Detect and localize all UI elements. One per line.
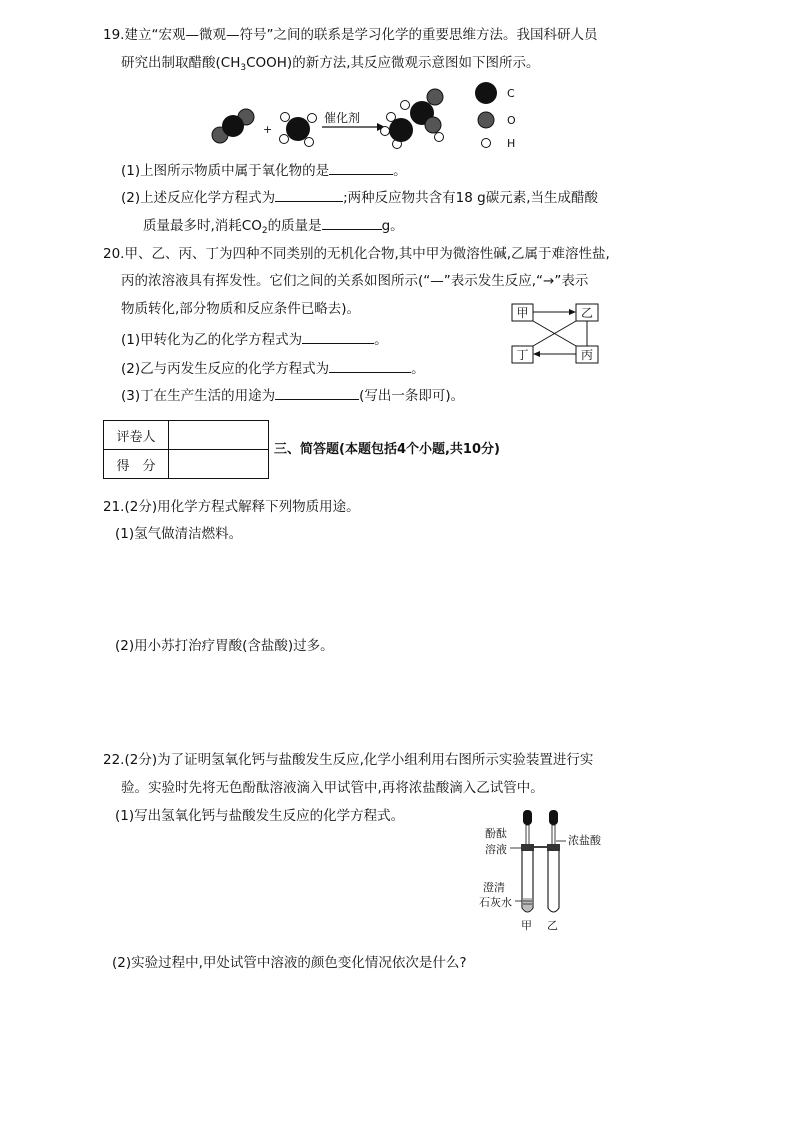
catalyst-label: 催化剂 — [324, 111, 361, 125]
q19-subq2-line2: 质量最多时,消耗$CO_2$的质量是 g。 — [143, 218, 404, 236]
q22-stem-line2: 验。实验时先将无色酚酞溶液滴入甲试管中,再将浓盐酸滴入乙试管中。 — [121, 780, 544, 796]
label-limewater-2: 石灰水 — [479, 896, 512, 909]
q19-stem-line1: 19.建立“宏观—微观—符号”之间的联系是学习化学的重要思维方法。我国科研人员 — [103, 27, 598, 43]
q19-subq1: (1)上图所示物质中属于氧化物的是 。 — [121, 163, 407, 179]
q20-subq1: (1)甲转化为乙的化学方程式为 。 — [121, 332, 388, 348]
box-jia: 甲 — [516, 306, 529, 320]
co2-molecule — [212, 109, 254, 143]
label-tube-jia: 甲 — [521, 919, 532, 932]
q20-subq2: (2)乙与丙发生反应的化学方程式为 。 — [121, 361, 425, 377]
legend-o: O — [507, 114, 516, 127]
answer-blank[interactable] — [275, 386, 359, 400]
reviewer-field[interactable] — [169, 421, 269, 450]
answer-blank[interactable] — [302, 330, 374, 344]
q22-stem-line1: 22.(2分)为了证明氢氧化钙与盐酸发生反应,化学小组利用右图所示实验装置进行实 — [103, 752, 594, 768]
q20-subq3: (3)丁在生产生活的用途为 (写出一条即可)。 — [121, 388, 465, 404]
answer-blank[interactable] — [329, 359, 411, 373]
q21-stem: 21.(2分)用化学方程式解释下列物质用途。 — [103, 499, 360, 515]
label-phenolphthalein-2: 溶液 — [485, 843, 507, 856]
box-yi: 乙 — [580, 306, 594, 320]
q21-subq1: (1)氢气做清洁燃料。 — [115, 526, 243, 542]
grading-table — [103, 420, 269, 479]
answer-blank[interactable] — [329, 161, 393, 175]
test-tube-yi — [548, 851, 559, 912]
label-hcl: 浓盐酸 — [568, 834, 601, 847]
legend-c: C — [507, 87, 515, 100]
dropper-jia — [523, 810, 532, 847]
reviewer-label: 评卷人 — [104, 421, 169, 450]
q20-stem-line3: 物质转化,部分物质和反应条件已略去)。 — [121, 301, 361, 317]
plus-sign: + — [263, 123, 273, 136]
dropper-yi — [549, 810, 558, 847]
answer-blank[interactable] — [275, 188, 343, 202]
ch4-molecule — [280, 113, 317, 147]
experiment-apparatus — [470, 808, 620, 933]
q19-subq2-line1: (2)上述反应化学方程式为 ;两种反应物共含有18 g碳元素,当生成醋酸 — [121, 190, 599, 206]
score-field[interactable] — [169, 450, 269, 479]
box-bing: 丙 — [580, 348, 594, 362]
acetic-acid-molecule — [381, 89, 444, 149]
legend-h: H — [507, 137, 516, 150]
q21-subq2: (2)用小苏打治疗胃酸(含盐酸)过多。 — [115, 638, 334, 654]
q20-stem-line1: 20.甲、乙、丙、丁为四种不同类别的无机化合物,其中甲为微溶性碱,乙属于难溶性盐, — [103, 246, 610, 262]
section3-title: 三、简答题(本题包括4个小题,共10分) — [274, 442, 500, 457]
answer-blank[interactable] — [322, 216, 382, 230]
box-ding: 丁 — [516, 348, 529, 362]
substance-relation-diagram — [505, 298, 605, 368]
label-phenolphthalein-1: 酚酞 — [485, 827, 507, 840]
legend — [475, 82, 516, 150]
q22-subq1: (1)写出氢氧化钙与盐酸发生反应的化学方程式。 — [115, 808, 405, 824]
label-tube-yi: 乙 — [547, 919, 558, 932]
q20-stem-line2: 丙的浓溶液具有挥发性。它们之间的关系如图所示(“—”表示发生反应,“→”表示 — [121, 273, 589, 289]
q22-subq2: (2)实验过程中,甲处试管中溶液的颜色变化情况依次是什么? — [112, 955, 467, 971]
label-limewater-1: 澄清 — [483, 881, 505, 894]
score-label: 得 分 — [104, 450, 169, 479]
reaction-microscopic-diagram — [205, 75, 535, 160]
q19-stem-line2: 研究出制取醋酸$(CH_3COOH)$的新方法,其反应微观示意图如下图所示。 — [121, 55, 540, 73]
